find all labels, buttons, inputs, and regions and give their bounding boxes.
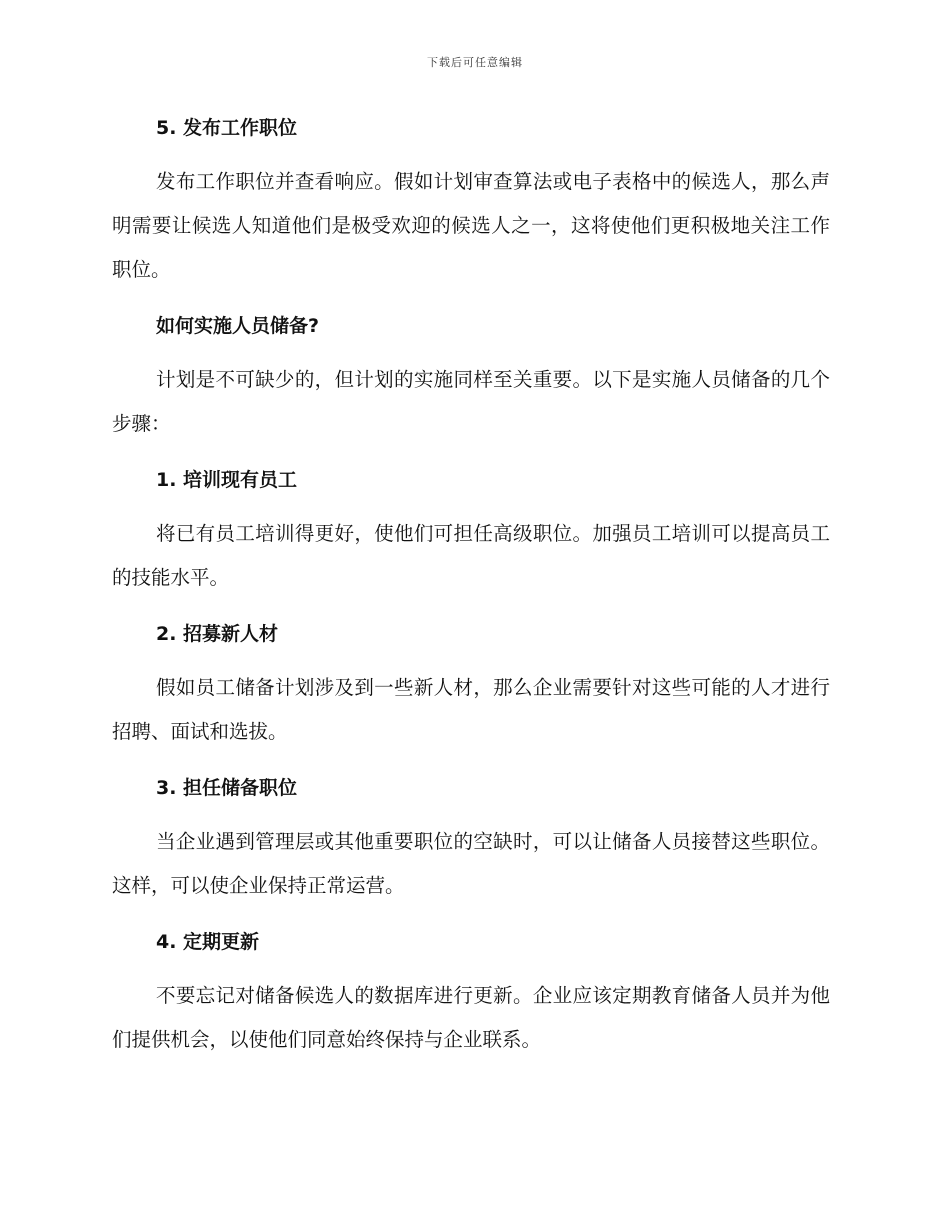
section-paragraph: 将已有员工培训得更好，使他们可担任高级职位。加强员工培训可以提高员工的技能水平。 bbox=[112, 522, 830, 589]
section-heading: 1. 培训现有员工 bbox=[156, 469, 298, 491]
page-header: 下载后可任意编辑 bbox=[427, 56, 523, 69]
section-paragraph: 发布工作职位并查看响应。假如计划审查算法或电子表格中的候选人，那么声明需要让候选人知道他们是极受欢迎的候选人之一，这将使他们更积极地关注工作职位。 bbox=[112, 170, 830, 281]
section-heading: 如何实施人员储备? bbox=[156, 315, 320, 337]
section-paragraph: 不要忘记对储备候选人的数据库进行更新。企业应该定期教育储备人员并为他们提供机会，以使他们同意始终保持与企业联系。 bbox=[112, 984, 830, 1051]
section-paragraph: 计划是不可缺少的，但计划的实施同样至关重要。以下是实施人员储备的几个步骤： bbox=[112, 368, 830, 435]
section-paragraph: 当企业遇到管理层或其他重要职位的空缺时，可以让储备人员接替这些职位。这样，可以使企业保持正常运营。 bbox=[112, 830, 830, 897]
section-heading: 5. 发布工作职位 bbox=[156, 117, 298, 139]
section-paragraph: 假如员工储备计划涉及到一些新人材，那么企业需要针对这些可能的人才进行招聘、面试和选拔。 bbox=[112, 676, 830, 743]
section-heading: 3. 担任储备职位 bbox=[156, 777, 298, 799]
section-heading: 2. 招募新人材 bbox=[156, 623, 279, 645]
section-heading: 4. 定期更新 bbox=[156, 931, 260, 953]
document-body bbox=[112, 108, 830, 1062]
